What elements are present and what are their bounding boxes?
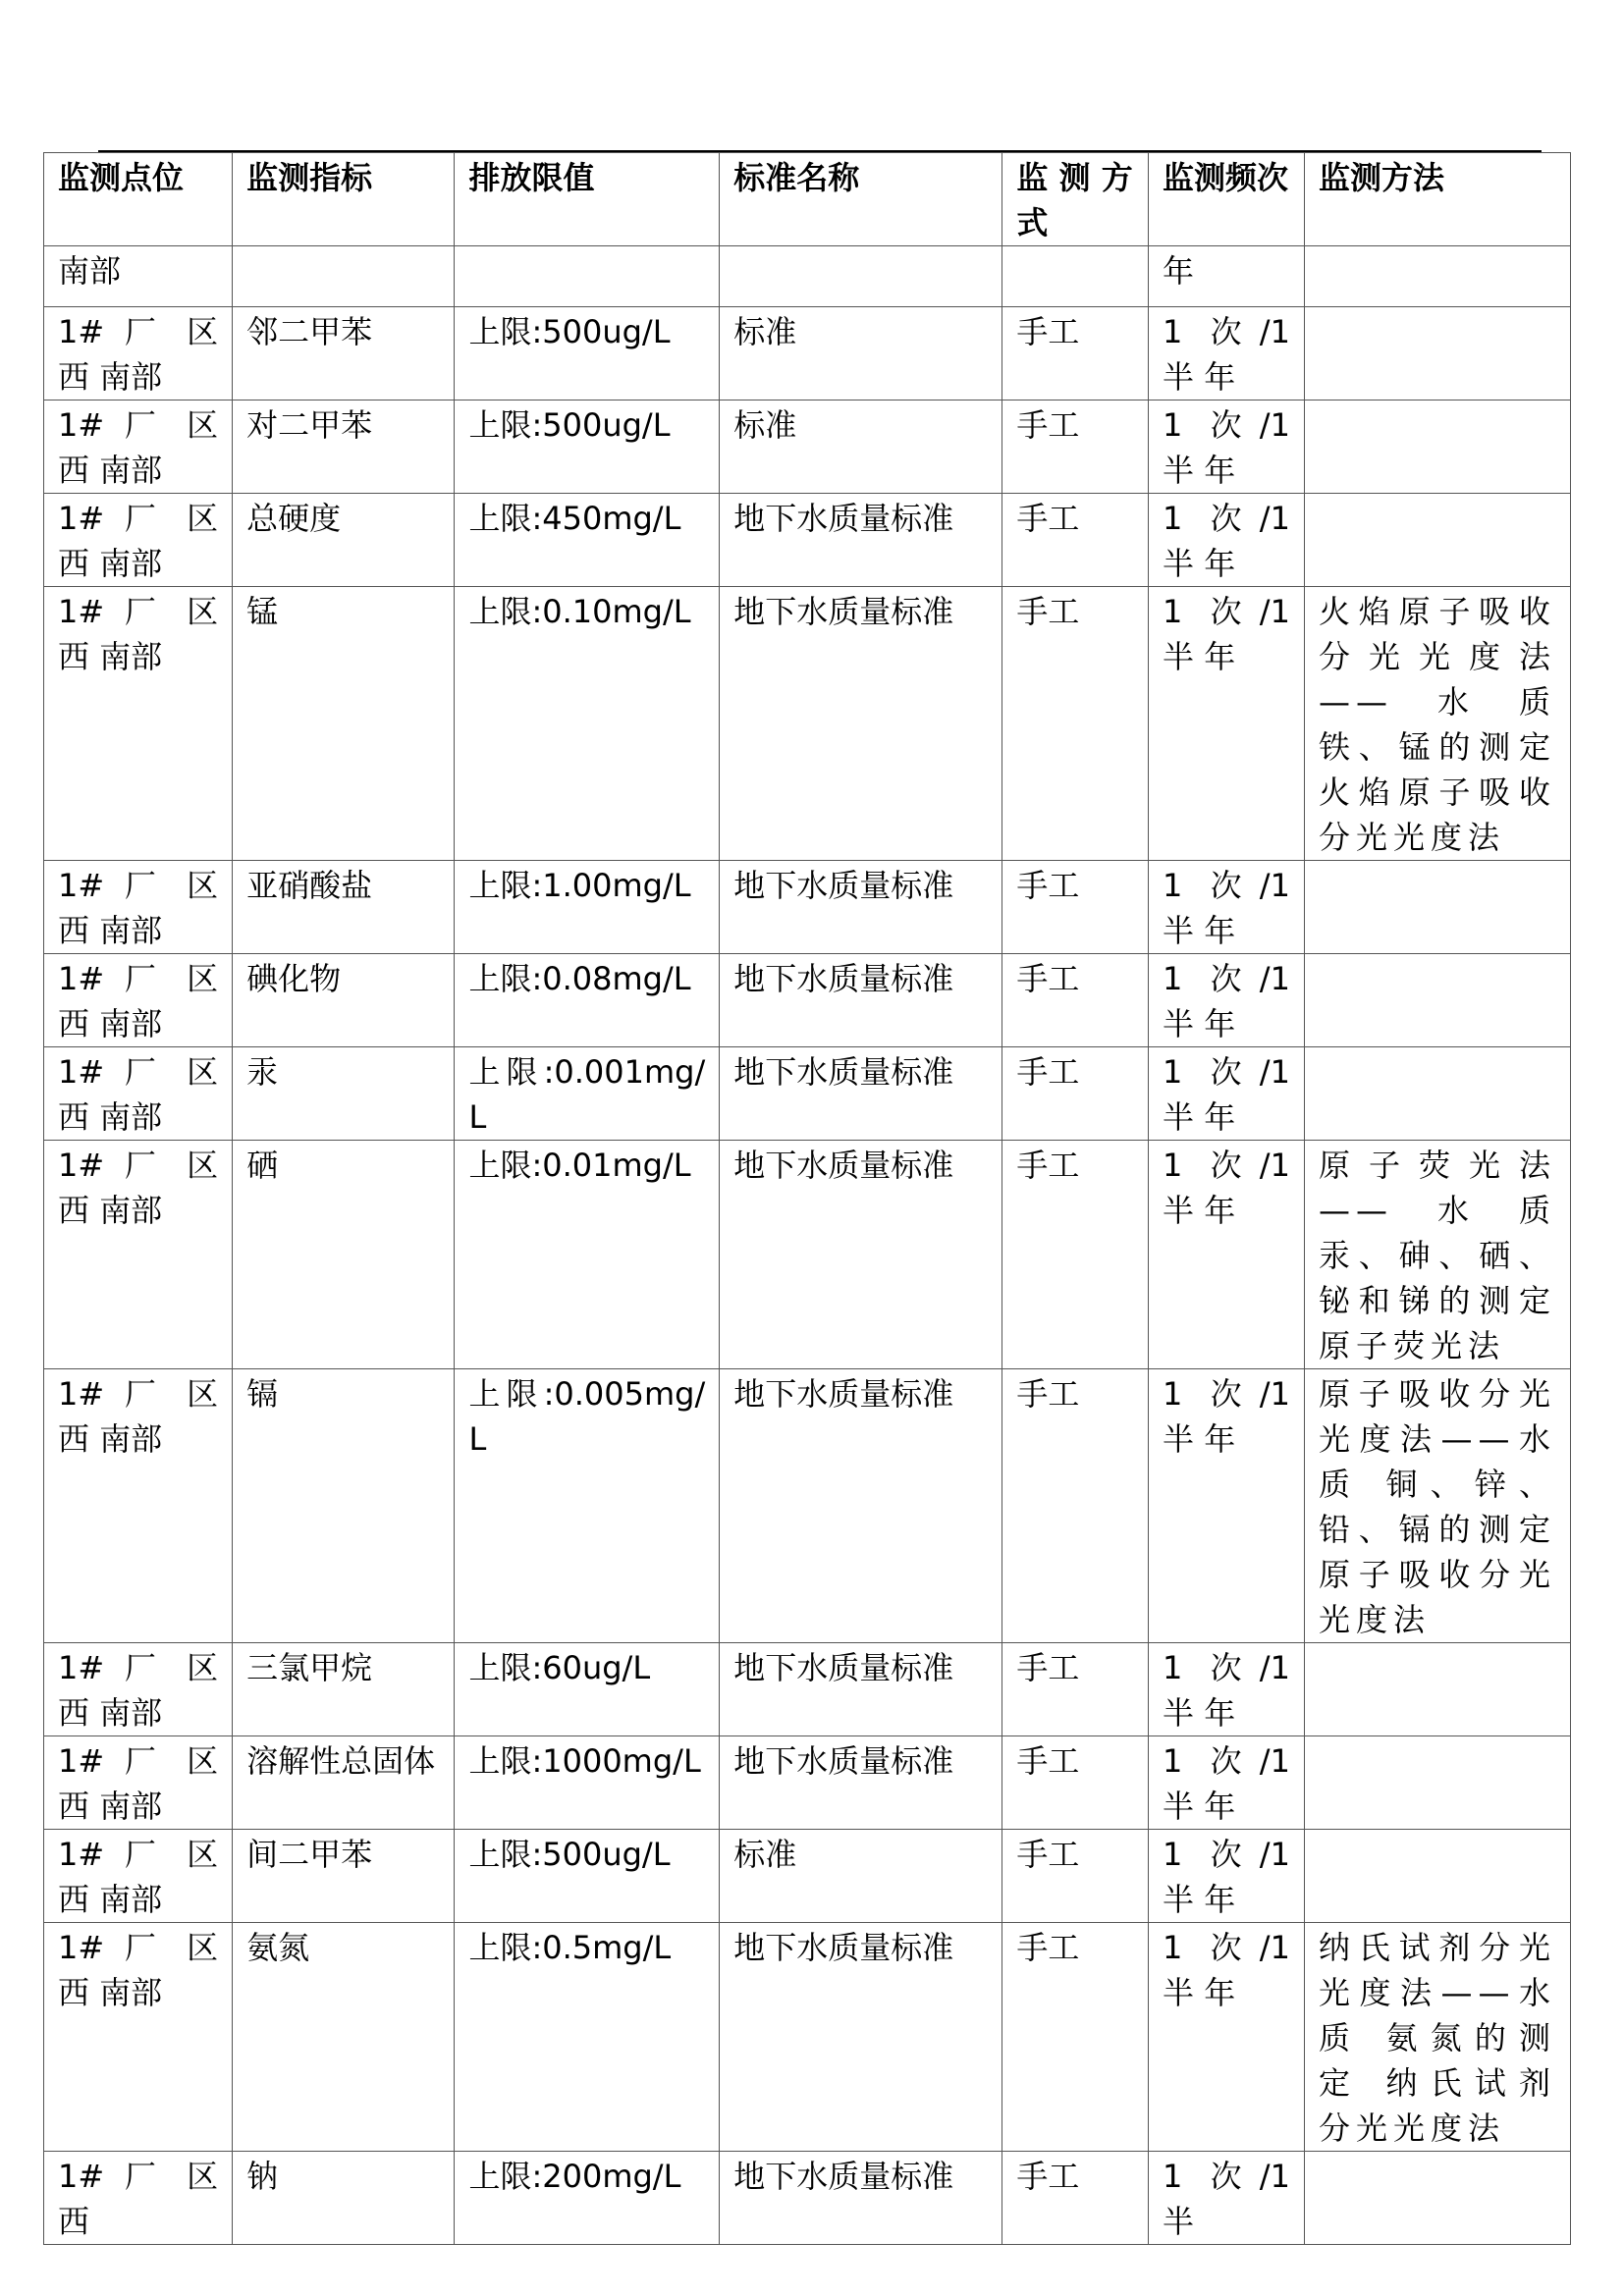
cell-limit: 上限:500ug/L — [455, 307, 720, 400]
table-row — [44, 307, 1571, 400]
cell-frequency: 年 — [1149, 246, 1305, 307]
cell-limit: 上限:1.00mg/L — [455, 861, 720, 954]
table-row — [44, 494, 1571, 587]
table-row — [44, 246, 1571, 307]
cell-method — [1304, 954, 1570, 1047]
cell-point: 1# 厂 区 西 南部 — [44, 400, 233, 494]
cell-index: 三氯甲烷 — [233, 1643, 455, 1736]
cell-point: 1# 厂 区 西 南部 — [44, 307, 233, 400]
header-monitoring-frequency: 监测频次 — [1149, 153, 1305, 246]
cell-method — [1304, 2152, 1570, 2245]
table-row — [44, 1830, 1571, 1923]
cell-limit: 上限:0.01mg/L — [455, 1141, 720, 1369]
cell-frequency: 1 次/1 半 年 — [1149, 1141, 1305, 1369]
cell-index: 碘化物 — [233, 954, 455, 1047]
cell-way: 手工 — [1002, 1369, 1149, 1643]
table-row — [44, 1643, 1571, 1736]
cell-index: 钠 — [233, 2152, 455, 2245]
cell-standard — [720, 246, 1002, 307]
cell-point: 1# 厂 区 西 南部 — [44, 1643, 233, 1736]
table-row — [44, 2152, 1571, 2245]
cell-index: 溶解性总固体 — [233, 1736, 455, 1830]
table-row — [44, 1736, 1571, 1830]
header-monitoring-index: 监测指标 — [233, 153, 455, 246]
cell-method — [1304, 400, 1570, 494]
cell-limit: 上限:0.10mg/L — [455, 587, 720, 861]
cell-limit: 上限:60ug/L — [455, 1643, 720, 1736]
cell-index: 硒 — [233, 1141, 455, 1369]
cell-standard: 地下水质量标准 — [720, 1923, 1002, 2152]
cell-standard: 地下水质量标准 — [720, 1047, 1002, 1141]
cell-standard: 标准 — [720, 400, 1002, 494]
cell-way: 手工 — [1002, 494, 1149, 587]
cell-standard: 地下水质量标准 — [720, 1141, 1002, 1369]
cell-index: 汞 — [233, 1047, 455, 1141]
cell-point: 1# 厂 区 西 南部 — [44, 1369, 233, 1643]
cell-way: 手工 — [1002, 307, 1149, 400]
cell-limit: 上限:450mg/L — [455, 494, 720, 587]
table-row — [44, 1923, 1571, 2152]
cell-standard: 地下水质量标准 — [720, 1643, 1002, 1736]
cell-index: 镉 — [233, 1369, 455, 1643]
table-row — [44, 400, 1571, 494]
table-row — [44, 1369, 1571, 1643]
header-emission-limit: 排放限值 — [455, 153, 720, 246]
cell-point: 1# 厂 区 西 南部 — [44, 1736, 233, 1830]
header-monitoring-method: 监测方法 — [1304, 153, 1570, 246]
cell-index: 对二甲苯 — [233, 400, 455, 494]
header-monitoring-point: 监测点位 — [44, 153, 233, 246]
table-row — [44, 1047, 1571, 1141]
cell-frequency: 1 次/1 半 年 — [1149, 587, 1305, 861]
cell-standard: 标准 — [720, 1830, 1002, 1923]
cell-limit: 上限:500ug/L — [455, 1830, 720, 1923]
cell-way: 手工 — [1002, 1923, 1149, 2152]
cell-limit: 上限:500ug/L — [455, 400, 720, 494]
cell-standard: 地下水质量标准 — [720, 587, 1002, 861]
cell-limit: 上限:200mg/L — [455, 2152, 720, 2245]
cell-standard: 标准 — [720, 307, 1002, 400]
cell-limit — [455, 246, 720, 307]
cell-index — [233, 246, 455, 307]
cell-standard: 地下水质量标准 — [720, 494, 1002, 587]
cell-method: 火焰原子吸收分光光度法——水质 铁、锰的测定 火焰原子吸收分光光度法 — [1304, 587, 1570, 861]
cell-frequency: 1 次/1 半 年 — [1149, 861, 1305, 954]
cell-standard: 地下水质量标准 — [720, 861, 1002, 954]
cell-frequency: 1 次/1 半 — [1149, 2152, 1305, 2245]
cell-method — [1304, 1047, 1570, 1141]
cell-limit: 上限:0.08mg/L — [455, 954, 720, 1047]
cell-way — [1002, 246, 1149, 307]
cell-point: 1# 厂 区 西 南部 — [44, 1141, 233, 1369]
cell-frequency: 1 次/1 半 年 — [1149, 1643, 1305, 1736]
table-header-row — [44, 153, 1571, 246]
cell-method: 原子荧光法——水质 汞、砷、硒、铋和锑的测定 原子荧光法 — [1304, 1141, 1570, 1369]
cell-way: 手工 — [1002, 2152, 1149, 2245]
table-row — [44, 954, 1571, 1047]
cell-standard: 地下水质量标准 — [720, 1369, 1002, 1643]
cell-standard: 地下水质量标准 — [720, 2152, 1002, 2245]
cell-point: 1# 厂 区 西 南部 — [44, 954, 233, 1047]
cell-way: 手工 — [1002, 1643, 1149, 1736]
cell-point: 1# 厂 区 西 南部 — [44, 1047, 233, 1141]
cell-point: 1# 厂 区 西 南部 — [44, 494, 233, 587]
cell-method — [1304, 494, 1570, 587]
cell-index: 氨氮 — [233, 1923, 455, 2152]
cell-method: 纳氏试剂分光光度法——水质 氨氮的测定 纳氏试剂分光光度法 — [1304, 1923, 1570, 2152]
cell-point: 1# 厂 区 西 南部 — [44, 861, 233, 954]
monitoring-table — [43, 152, 1571, 2245]
cell-frequency: 1 次/1 半 年 — [1149, 954, 1305, 1047]
cell-frequency: 1 次/1 半 年 — [1149, 1736, 1305, 1830]
cell-index: 亚硝酸盐 — [233, 861, 455, 954]
cell-point: 南部 — [44, 246, 233, 307]
table-row — [44, 587, 1571, 861]
cell-index: 总硬度 — [233, 494, 455, 587]
cell-way: 手工 — [1002, 1830, 1149, 1923]
cell-index: 间二甲苯 — [233, 1830, 455, 1923]
cell-frequency: 1 次/1 半 年 — [1149, 1830, 1305, 1923]
table-row — [44, 861, 1571, 954]
cell-method — [1304, 1830, 1570, 1923]
header-standard-name: 标准名称 — [720, 153, 1002, 246]
cell-method: 原子吸收分光光度法——水质 铜、锌、铅、镉的测定 原子吸收分光光度法 — [1304, 1369, 1570, 1643]
cell-way: 手工 — [1002, 1047, 1149, 1141]
table-row — [44, 1141, 1571, 1369]
cell-frequency: 1 次/1 半 年 — [1149, 1047, 1305, 1141]
cell-point: 1# 厂 区 西 南部 — [44, 1830, 233, 1923]
cell-index: 锰 — [233, 587, 455, 861]
cell-limit: 上限:1000mg/L — [455, 1736, 720, 1830]
cell-frequency: 1 次/1 半 年 — [1149, 1923, 1305, 2152]
cell-limit: 上限:0.005mg/L — [455, 1369, 720, 1643]
cell-frequency: 1 次/1 半 年 — [1149, 1369, 1305, 1643]
cell-way: 手工 — [1002, 1141, 1149, 1369]
cell-method — [1304, 861, 1570, 954]
cell-way: 手工 — [1002, 954, 1149, 1047]
cell-frequency: 1 次/1 半 年 — [1149, 400, 1305, 494]
cell-standard: 地下水质量标准 — [720, 954, 1002, 1047]
cell-limit: 上限:0.001mg/L — [455, 1047, 720, 1141]
cell-point: 1# 厂 区 西 南部 — [44, 587, 233, 861]
cell-index: 邻二甲苯 — [233, 307, 455, 400]
cell-point: 1# 厂 区 西 南部 — [44, 1923, 233, 2152]
cell-standard: 地下水质量标准 — [720, 1736, 1002, 1830]
cell-method — [1304, 246, 1570, 307]
cell-method — [1304, 1736, 1570, 1830]
cell-frequency: 1 次/1 半 年 — [1149, 494, 1305, 587]
cell-point: 1# 厂 区 西 — [44, 2152, 233, 2245]
cell-frequency: 1 次/1 半 年 — [1149, 307, 1305, 400]
cell-way: 手工 — [1002, 861, 1149, 954]
cell-limit: 上限:0.5mg/L — [455, 1923, 720, 2152]
header-monitoring-way: 监 测 方 式 — [1002, 153, 1149, 246]
cell-method — [1304, 307, 1570, 400]
cell-method — [1304, 1643, 1570, 1736]
cell-way: 手工 — [1002, 400, 1149, 494]
cell-way: 手工 — [1002, 1736, 1149, 1830]
cell-way: 手工 — [1002, 587, 1149, 861]
